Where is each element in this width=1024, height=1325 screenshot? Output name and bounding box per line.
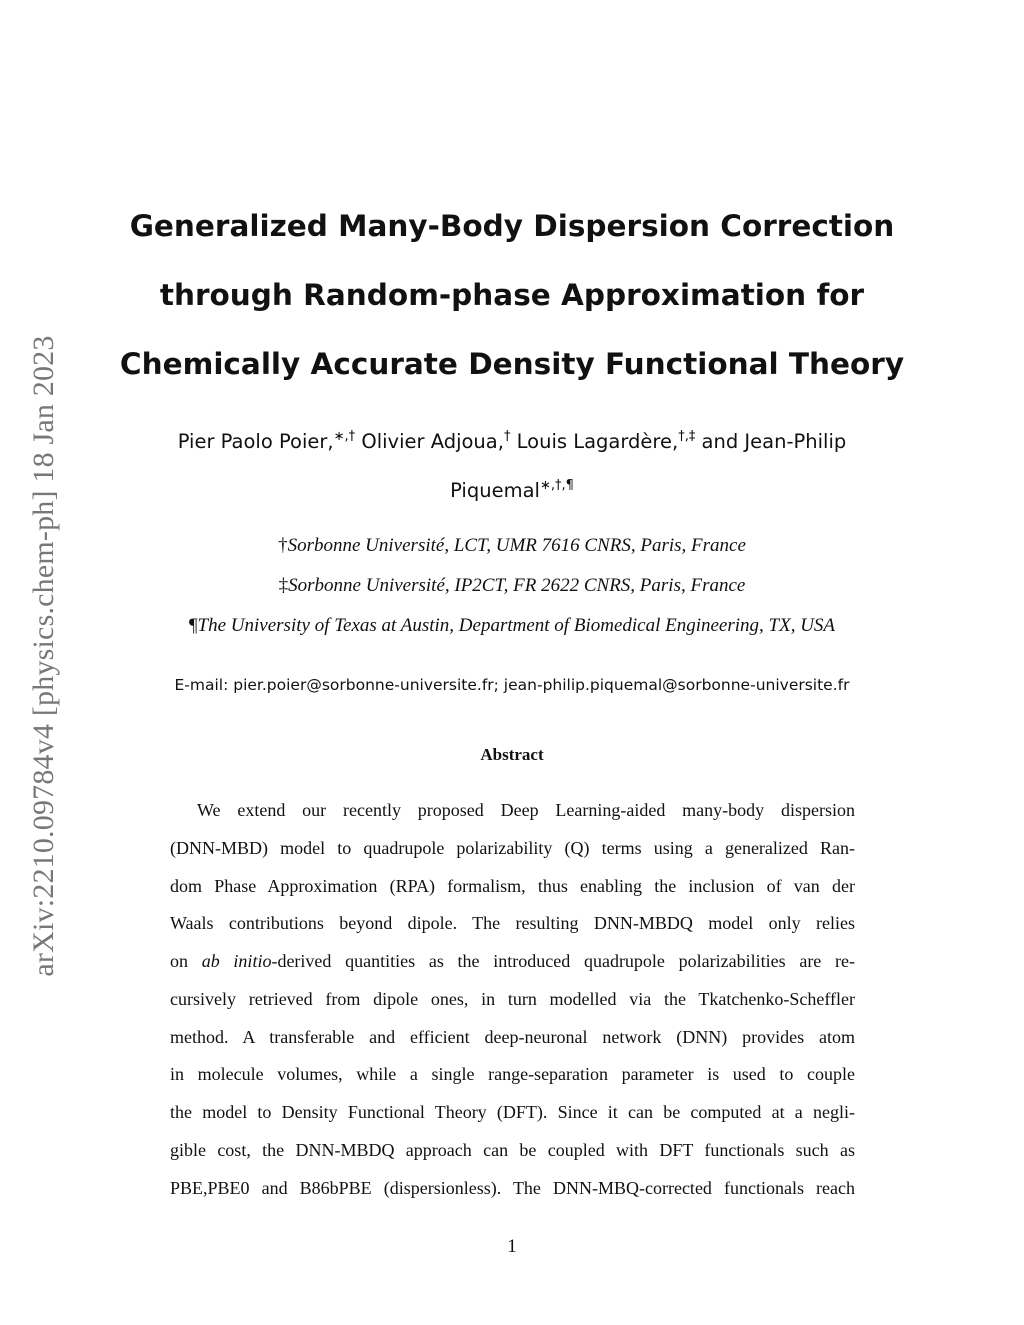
abstract-line: (DNN-MBD) model to quadrupole polarizability (Q) terms using a generalized Ran- [170,837,855,858]
affiliation-mark: ‡ [278,575,289,596]
affiliation-3 [100,615,924,637]
affiliation-2 [100,575,924,597]
abstract-body [170,792,855,1207]
arxiv-identifier-stamp: arXiv:2210.09784v4 [physics.chem-ph] 18 Jan 2023 [27,335,60,977]
author-affiliation-marks: † [503,429,511,444]
title-line-1: Generalized Many-Body Dispersion Correction [129,209,895,243]
abstract-line: Waals contributions beyond dipole. The resulting DNN-MBDQ model only relies [170,913,855,934]
abstract-line: cursively retrieved from dipole ones, in turn modelled via the Tkatchenko-Scheffler [170,988,855,1009]
authors-line-1 [100,417,924,466]
affiliation-text: Sorbonne Université, LCT, UMR 7616 CNRS, Paris, France [287,535,746,556]
affiliation-1 [100,535,924,557]
author-name: Piquemal [450,479,540,502]
author-affiliation-marks: ∗,†,¶ [539,478,574,493]
author-name: and Jean-Philip [701,430,847,453]
author-list [100,417,924,515]
affiliation-text: Sorbonne Université, IP2CT, FR 2622 CNRS, Paris, France [288,575,746,596]
author-affiliation-marks: †,‡ [678,429,696,444]
abstract-heading: Abstract [480,745,544,764]
abstract-line: PBE,PBE0 and B86bPBE (dispersionless). The DNN-MBQ-corrected functionals reach [170,1177,855,1198]
corresponding-email: E-mail: pier.poier@sorbonne-universite.fr; jean-philip.piquemal@sorbonne-universite.fr [174,676,850,694]
abstract-line [170,943,855,981]
title-line-2: through Random-phase Approximation for [159,278,865,312]
author-name: Olivier Adjoua, [361,430,504,453]
paper-title [100,192,924,399]
abstract-line: dom Phase Approximation (RPA) formalism, thus enabling the inclusion of van der [170,875,855,896]
abstract-line: the model to Density Functional Theory (DFT). Since it can be computed at a negli- [170,1102,855,1122]
abstract-line: in molecule volumes, while a single range-separation parameter is used to couple [170,1064,855,1085]
abstract-line: method. A transferable and efficient deep-neuronal network (DNN) provides atom [170,1026,855,1047]
affiliation-text: The University of Texas at Austin, Department of Biomedical Engineering, TX, USA [197,615,836,636]
author-name: Pier Paolo Poier, [177,430,334,453]
abstract-line: gible cost, the DNN-MBDQ approach can be coupled with DFT functionals such as [170,1139,855,1160]
abstract-line-prefix: on [170,951,202,971]
abstract-italic-term: ab initio [201,951,272,971]
affiliation-mark: ¶ [188,615,198,636]
title-line-3: Chemically Accurate Density Functional Theory [119,347,905,381]
abstract-line: We extend our recently proposed Deep Learning-aided many-body dispersion [197,800,855,820]
page-number: 1 [507,1236,517,1257]
author-affiliation-marks: ∗,† [333,429,356,444]
authors-line-2 [100,466,924,515]
affiliation-mark: † [278,535,288,556]
abstract-line-rest: -derived quantities as the introduced quadrupole polarizabilities are re- [271,951,855,971]
author-name: Louis Lagardère, [516,430,679,453]
